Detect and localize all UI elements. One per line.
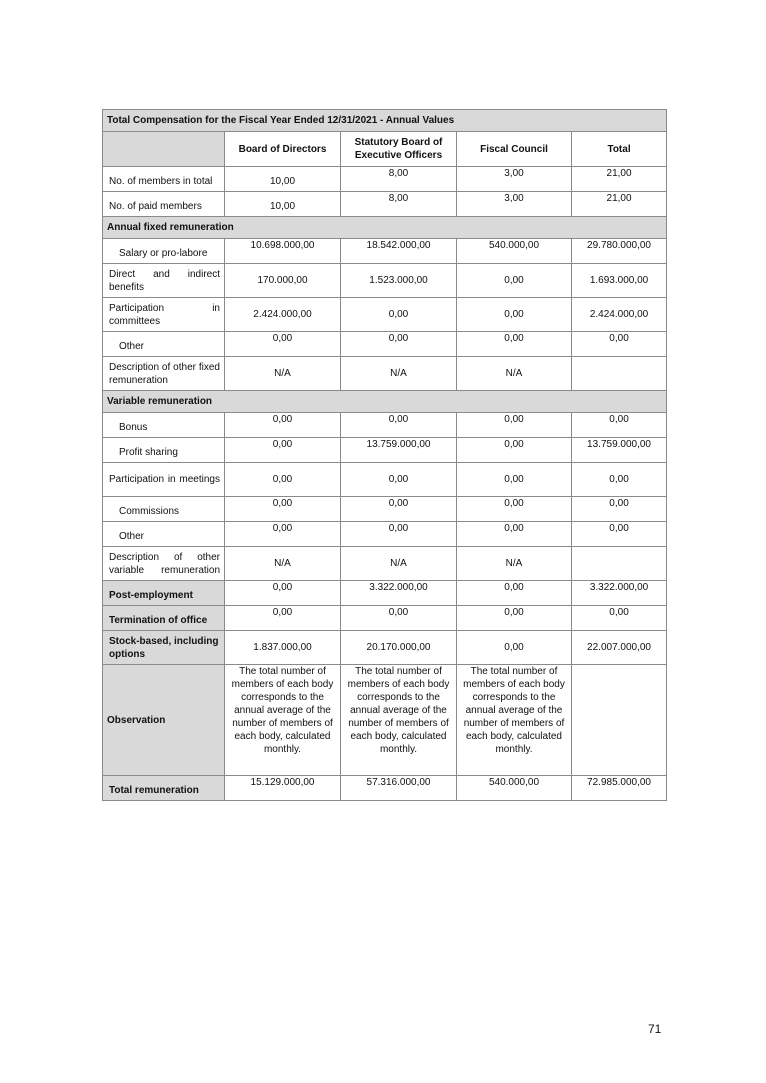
cell: 29.780.000,00 bbox=[572, 239, 667, 264]
compensation-table bbox=[102, 109, 667, 801]
cell: 0,00 bbox=[341, 332, 457, 357]
table-row bbox=[103, 606, 667, 631]
total-row bbox=[103, 776, 667, 801]
header-executive-officers: Statutory Board of Executive Officers bbox=[341, 132, 457, 167]
table-row bbox=[103, 547, 667, 581]
cell bbox=[572, 547, 667, 581]
cell: 170.000,00 bbox=[225, 264, 341, 298]
cell: 0,00 bbox=[341, 413, 457, 438]
cell: 0,00 bbox=[457, 606, 572, 631]
cell: 0,00 bbox=[457, 522, 572, 547]
section-heading: Annual fixed remuneration bbox=[103, 217, 667, 239]
section-row bbox=[103, 391, 667, 413]
cell: 13.759.000,00 bbox=[341, 438, 457, 463]
row-label: Direct and indirect benefits bbox=[103, 264, 225, 298]
cell: 72.985.000,00 bbox=[572, 776, 667, 801]
cell: 13.759.000,00 bbox=[572, 438, 667, 463]
row-label: No. of paid members bbox=[103, 192, 225, 217]
row-label: Participation in committees bbox=[103, 298, 225, 332]
table-row bbox=[103, 463, 667, 497]
table-title-row bbox=[103, 110, 667, 132]
row-label: Commissions bbox=[103, 497, 225, 522]
table-row bbox=[103, 497, 667, 522]
cell: 3,00 bbox=[457, 167, 572, 192]
cell: 540.000,00 bbox=[457, 776, 572, 801]
cell: 0,00 bbox=[572, 463, 667, 497]
cell: 0,00 bbox=[341, 497, 457, 522]
row-label: Observation bbox=[103, 665, 225, 776]
cell: 0,00 bbox=[225, 581, 341, 606]
table-row bbox=[103, 581, 667, 606]
cell: N/A bbox=[457, 357, 572, 391]
cell: 2.424.000,00 bbox=[225, 298, 341, 332]
table-row bbox=[103, 264, 667, 298]
row-label: Profit sharing bbox=[103, 438, 225, 463]
cell: 10,00 bbox=[225, 192, 341, 217]
header-total: Total bbox=[572, 132, 667, 167]
row-label: Description of other fixed remuneration bbox=[103, 357, 225, 391]
cell: 0,00 bbox=[225, 522, 341, 547]
cell: 0,00 bbox=[457, 463, 572, 497]
cell: 2.424.000,00 bbox=[572, 298, 667, 332]
cell: 0,00 bbox=[457, 631, 572, 665]
table-row bbox=[103, 192, 667, 217]
cell: 0,00 bbox=[572, 497, 667, 522]
row-label: Bonus bbox=[103, 413, 225, 438]
observation-cell: The total number of members of each body corresponds to the annual average of the number of members of each body, calculated monthly. bbox=[457, 665, 572, 776]
cell: 22.007.000,00 bbox=[572, 631, 667, 665]
row-label: Description of other variable remuneration bbox=[103, 547, 225, 581]
table-row bbox=[103, 522, 667, 547]
header-fiscal-council: Fiscal Council bbox=[457, 132, 572, 167]
cell: 1.837.000,00 bbox=[225, 631, 341, 665]
section-heading: Variable remuneration bbox=[103, 391, 667, 413]
cell: 0,00 bbox=[341, 522, 457, 547]
header-board-of-directors: Board of Directors bbox=[225, 132, 341, 167]
cell: 0,00 bbox=[457, 413, 572, 438]
cell: 0,00 bbox=[341, 463, 457, 497]
cell: 15.129.000,00 bbox=[225, 776, 341, 801]
cell: 0,00 bbox=[457, 438, 572, 463]
observation-cell bbox=[572, 665, 667, 776]
cell: 0,00 bbox=[341, 606, 457, 631]
cell: 0,00 bbox=[572, 522, 667, 547]
row-label: Post-employment bbox=[103, 581, 225, 606]
observation-cell: The total number of members of each body corresponds to the annual average of the number of members of each body, calculated monthly. bbox=[225, 665, 341, 776]
header-row bbox=[103, 132, 667, 167]
header-blank bbox=[103, 132, 225, 167]
table-row bbox=[103, 298, 667, 332]
cell: 0,00 bbox=[225, 413, 341, 438]
cell: 20.170.000,00 bbox=[341, 631, 457, 665]
page-number: 71 bbox=[648, 1022, 662, 1036]
cell: 0,00 bbox=[457, 298, 572, 332]
cell: 0,00 bbox=[341, 298, 457, 332]
cell: 21,00 bbox=[572, 192, 667, 217]
cell: 8,00 bbox=[341, 192, 457, 217]
cell: 10,00 bbox=[225, 167, 341, 192]
cell: 3.322.000,00 bbox=[341, 581, 457, 606]
row-label: Stock-based, including options bbox=[103, 631, 225, 665]
cell: N/A bbox=[225, 357, 341, 391]
cell: 0,00 bbox=[572, 606, 667, 631]
cell: 0,00 bbox=[225, 463, 341, 497]
cell: 0,00 bbox=[225, 497, 341, 522]
cell: 0,00 bbox=[225, 606, 341, 631]
cell: 0,00 bbox=[457, 581, 572, 606]
cell: 21,00 bbox=[572, 167, 667, 192]
cell: 57.316.000,00 bbox=[341, 776, 457, 801]
cell: 18.542.000,00 bbox=[341, 239, 457, 264]
cell: 0,00 bbox=[225, 332, 341, 357]
cell: N/A bbox=[341, 547, 457, 581]
cell: 3.322.000,00 bbox=[572, 581, 667, 606]
row-label: No. of members in total bbox=[103, 167, 225, 192]
cell: 10.698.000,00 bbox=[225, 239, 341, 264]
table-title: Total Compensation for the Fiscal Year Ended 12/31/2021 - Annual Values bbox=[103, 110, 667, 132]
cell: N/A bbox=[225, 547, 341, 581]
cell: 540.000,00 bbox=[457, 239, 572, 264]
table-row bbox=[103, 357, 667, 391]
row-label: Total remuneration bbox=[103, 776, 225, 801]
cell: 1.693.000,00 bbox=[572, 264, 667, 298]
row-label: Salary or pro-labore bbox=[103, 239, 225, 264]
cell: 0,00 bbox=[572, 413, 667, 438]
cell: 1.523.000,00 bbox=[341, 264, 457, 298]
observation-cell: The total number of members of each body corresponds to the annual average of the number of members of each body, calculated monthly. bbox=[341, 665, 457, 776]
table-row bbox=[103, 332, 667, 357]
cell: 3,00 bbox=[457, 192, 572, 217]
cell: 8,00 bbox=[341, 167, 457, 192]
table-row bbox=[103, 167, 667, 192]
row-label: Participation in meetings bbox=[103, 463, 225, 497]
cell: N/A bbox=[457, 547, 572, 581]
table-row bbox=[103, 438, 667, 463]
row-label: Other bbox=[103, 332, 225, 357]
cell: 0,00 bbox=[225, 438, 341, 463]
cell bbox=[572, 357, 667, 391]
cell: 0,00 bbox=[457, 332, 572, 357]
row-label: Other bbox=[103, 522, 225, 547]
table-row bbox=[103, 631, 667, 665]
cell: 0,00 bbox=[457, 264, 572, 298]
cell: N/A bbox=[341, 357, 457, 391]
cell: 0,00 bbox=[457, 497, 572, 522]
cell: 0,00 bbox=[572, 332, 667, 357]
observation-row bbox=[103, 665, 667, 776]
section-row bbox=[103, 217, 667, 239]
table-row bbox=[103, 413, 667, 438]
row-label: Termination of office bbox=[103, 606, 225, 631]
table-row bbox=[103, 239, 667, 264]
